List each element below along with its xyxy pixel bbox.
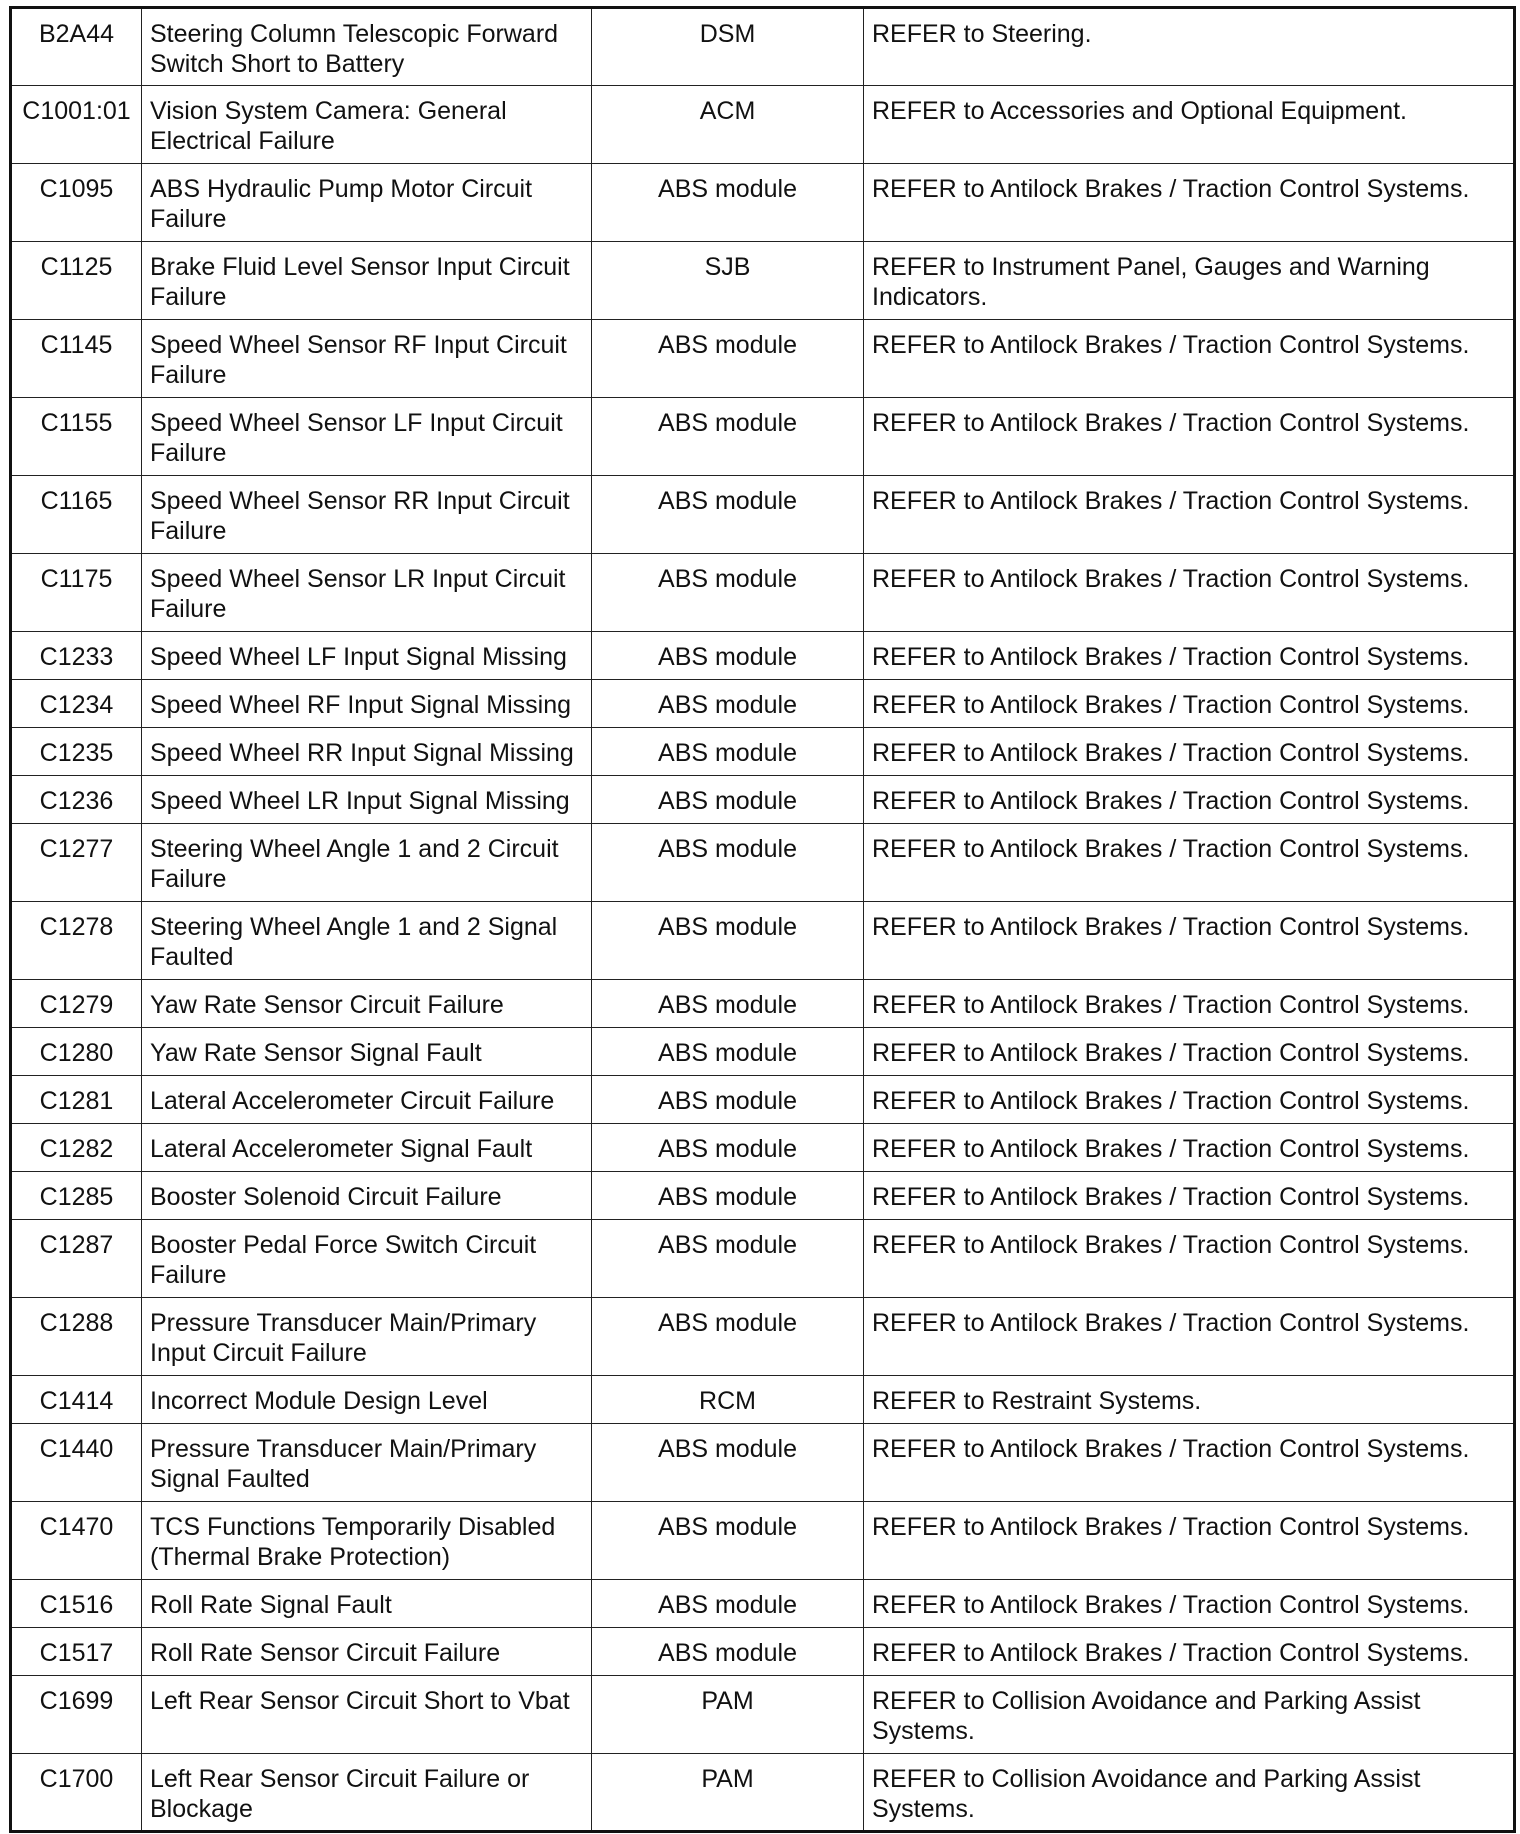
dtc-module-cell: DSM — [592, 8, 864, 86]
dtc-action-cell: REFER to Antilock Brakes / Traction Control Systems. — [864, 1580, 1515, 1628]
dtc-module-cell: ABS module — [592, 680, 864, 728]
dtc-description-cell: Booster Solenoid Circuit Failure — [142, 1172, 592, 1220]
dtc-code-cell: C1281 — [11, 1076, 142, 1124]
dtc-action-cell: REFER to Antilock Brakes / Traction Control Systems. — [864, 1502, 1515, 1580]
dtc-description-cell: Left Rear Sensor Circuit Short to Vbat — [142, 1676, 592, 1754]
dtc-description-cell: Booster Pedal Force Switch Circuit Failure — [142, 1220, 592, 1298]
table-row — [11, 1676, 1515, 1754]
dtc-description-cell: Left Rear Sensor Circuit Failure or Blockage — [142, 1754, 592, 1832]
dtc-module-cell: ABS module — [592, 1172, 864, 1220]
table-row — [11, 86, 1515, 164]
table-row — [11, 1298, 1515, 1376]
dtc-code-cell: C1278 — [11, 902, 142, 980]
dtc-code-cell: C1470 — [11, 1502, 142, 1580]
dtc-code-cell: C1155 — [11, 398, 142, 476]
table-row — [11, 1220, 1515, 1298]
dtc-description-cell: Incorrect Module Design Level — [142, 1376, 592, 1424]
dtc-action-cell: REFER to Antilock Brakes / Traction Control Systems. — [864, 776, 1515, 824]
dtc-action-cell: REFER to Antilock Brakes / Traction Control Systems. — [864, 902, 1515, 980]
dtc-action-cell: REFER to Antilock Brakes / Traction Control Systems. — [864, 824, 1515, 902]
dtc-module-cell: ABS module — [592, 902, 864, 980]
dtc-action-cell: REFER to Antilock Brakes / Traction Control Systems. — [864, 680, 1515, 728]
table-row — [11, 776, 1515, 824]
dtc-code-cell: B2A44 — [11, 8, 142, 86]
dtc-code-cell: C1145 — [11, 320, 142, 398]
dtc-description-cell: Brake Fluid Level Sensor Input Circuit Failure — [142, 242, 592, 320]
dtc-action-cell: REFER to Antilock Brakes / Traction Control Systems. — [864, 320, 1515, 398]
dtc-action-cell: REFER to Collision Avoidance and Parking Assist Systems. — [864, 1754, 1515, 1832]
dtc-description-cell: Pressure Transducer Main/Primary Input Circuit Failure — [142, 1298, 592, 1376]
dtc-action-cell: REFER to Antilock Brakes / Traction Control Systems. — [864, 1172, 1515, 1220]
dtc-description-cell: Speed Wheel Sensor LF Input Circuit Failure — [142, 398, 592, 476]
table-row — [11, 1076, 1515, 1124]
dtc-code-cell: C1125 — [11, 242, 142, 320]
table-row — [11, 242, 1515, 320]
dtc-module-cell: ABS module — [592, 1124, 864, 1172]
dtc-description-cell: Speed Wheel LF Input Signal Missing — [142, 632, 592, 680]
dtc-code-cell: C1280 — [11, 1028, 142, 1076]
dtc-code-cell: C1279 — [11, 980, 142, 1028]
dtc-action-cell: REFER to Antilock Brakes / Traction Control Systems. — [864, 632, 1515, 680]
table-row — [11, 1628, 1515, 1676]
dtc-action-cell: REFER to Instrument Panel, Gauges and Warning Indicators. — [864, 242, 1515, 320]
dtc-table-body — [11, 8, 1515, 1832]
table-row — [11, 680, 1515, 728]
table-row — [11, 1502, 1515, 1580]
dtc-code-cell: C1700 — [11, 1754, 142, 1832]
table-row — [11, 320, 1515, 398]
dtc-module-cell: ABS module — [592, 1580, 864, 1628]
dtc-module-cell: PAM — [592, 1676, 864, 1754]
dtc-code-cell: C1516 — [11, 1580, 142, 1628]
dtc-description-cell: Steering Wheel Angle 1 and 2 Circuit Failure — [142, 824, 592, 902]
dtc-action-cell: REFER to Restraint Systems. — [864, 1376, 1515, 1424]
dtc-description-cell: TCS Functions Temporarily Disabled (Thermal Brake Protection) — [142, 1502, 592, 1580]
dtc-description-cell: Speed Wheel Sensor LR Input Circuit Failure — [142, 554, 592, 632]
dtc-code-cell: C1001:01 — [11, 86, 142, 164]
dtc-module-cell: ABS module — [592, 164, 864, 242]
dtc-module-cell: ABS module — [592, 824, 864, 902]
dtc-module-cell: ABS module — [592, 776, 864, 824]
table-row — [11, 8, 1515, 86]
dtc-action-cell: REFER to Antilock Brakes / Traction Control Systems. — [864, 1220, 1515, 1298]
dtc-description-cell: Speed Wheel RF Input Signal Missing — [142, 680, 592, 728]
dtc-module-cell: ABS module — [592, 980, 864, 1028]
dtc-description-cell: Speed Wheel Sensor RF Input Circuit Failure — [142, 320, 592, 398]
dtc-description-cell: Steering Column Telescopic Forward Switch Short to Battery — [142, 8, 592, 86]
dtc-module-cell: ABS module — [592, 1628, 864, 1676]
dtc-action-cell: REFER to Antilock Brakes / Traction Control Systems. — [864, 554, 1515, 632]
dtc-module-cell: ABS module — [592, 1076, 864, 1124]
table-row — [11, 1754, 1515, 1832]
dtc-action-cell: REFER to Antilock Brakes / Traction Control Systems. — [864, 1028, 1515, 1076]
dtc-action-cell: REFER to Antilock Brakes / Traction Control Systems. — [864, 398, 1515, 476]
dtc-description-cell: Vision System Camera: General Electrical Failure — [142, 86, 592, 164]
dtc-module-cell: ABS module — [592, 1502, 864, 1580]
dtc-module-cell: ABS module — [592, 632, 864, 680]
dtc-action-cell: REFER to Antilock Brakes / Traction Control Systems. — [864, 476, 1515, 554]
dtc-action-cell: REFER to Accessories and Optional Equipment. — [864, 86, 1515, 164]
dtc-action-cell: REFER to Steering. — [864, 8, 1515, 86]
dtc-action-cell: REFER to Antilock Brakes / Traction Control Systems. — [864, 164, 1515, 242]
dtc-description-cell: Speed Wheel Sensor RR Input Circuit Failure — [142, 476, 592, 554]
dtc-action-cell: REFER to Antilock Brakes / Traction Control Systems. — [864, 1424, 1515, 1502]
dtc-code-cell: C1277 — [11, 824, 142, 902]
dtc-code-cell: C1235 — [11, 728, 142, 776]
dtc-description-cell: ABS Hydraulic Pump Motor Circuit Failure — [142, 164, 592, 242]
dtc-code-cell: C1234 — [11, 680, 142, 728]
dtc-module-cell: ABS module — [592, 1298, 864, 1376]
dtc-code-cell: C1165 — [11, 476, 142, 554]
dtc-description-cell: Roll Rate Sensor Circuit Failure — [142, 1628, 592, 1676]
table-row — [11, 728, 1515, 776]
table-row — [11, 902, 1515, 980]
dtc-module-cell: ACM — [592, 86, 864, 164]
table-row — [11, 164, 1515, 242]
dtc-action-cell: REFER to Antilock Brakes / Traction Control Systems. — [864, 1628, 1515, 1676]
dtc-code-cell: C1175 — [11, 554, 142, 632]
dtc-code-cell: C1414 — [11, 1376, 142, 1424]
dtc-action-cell: REFER to Antilock Brakes / Traction Control Systems. — [864, 1124, 1515, 1172]
dtc-action-cell: REFER to Antilock Brakes / Traction Control Systems. — [864, 1076, 1515, 1124]
dtc-description-cell: Lateral Accelerometer Circuit Failure — [142, 1076, 592, 1124]
dtc-description-cell: Speed Wheel RR Input Signal Missing — [142, 728, 592, 776]
table-row — [11, 476, 1515, 554]
dtc-action-cell: REFER to Collision Avoidance and Parking Assist Systems. — [864, 1676, 1515, 1754]
dtc-module-cell: SJB — [592, 242, 864, 320]
dtc-action-cell: REFER to Antilock Brakes / Traction Control Systems. — [864, 728, 1515, 776]
dtc-code-cell: C1285 — [11, 1172, 142, 1220]
table-row — [11, 1124, 1515, 1172]
dtc-module-cell: PAM — [592, 1754, 864, 1832]
dtc-module-cell: ABS module — [592, 728, 864, 776]
dtc-code-cell: C1287 — [11, 1220, 142, 1298]
dtc-module-cell: ABS module — [592, 1220, 864, 1298]
dtc-description-cell: Roll Rate Signal Fault — [142, 1580, 592, 1628]
dtc-module-cell: ABS module — [592, 554, 864, 632]
dtc-module-cell: ABS module — [592, 398, 864, 476]
dtc-module-cell: ABS module — [592, 320, 864, 398]
dtc-code-cell: C1699 — [11, 1676, 142, 1754]
table-row — [11, 1424, 1515, 1502]
table-row — [11, 1028, 1515, 1076]
dtc-code-cell: C1236 — [11, 776, 142, 824]
table-row — [11, 1376, 1515, 1424]
dtc-action-cell: REFER to Antilock Brakes / Traction Control Systems. — [864, 980, 1515, 1028]
dtc-module-cell: ABS module — [592, 1424, 864, 1502]
dtc-code-cell: C1095 — [11, 164, 142, 242]
dtc-code-cell: C1517 — [11, 1628, 142, 1676]
dtc-code-cell: C1233 — [11, 632, 142, 680]
table-row — [11, 632, 1515, 680]
dtc-module-cell: ABS module — [592, 476, 864, 554]
dtc-action-cell: REFER to Antilock Brakes / Traction Control Systems. — [864, 1298, 1515, 1376]
dtc-code-cell: C1282 — [11, 1124, 142, 1172]
table-row — [11, 398, 1515, 476]
dtc-module-cell: RCM — [592, 1376, 864, 1424]
dtc-description-cell: Lateral Accelerometer Signal Fault — [142, 1124, 592, 1172]
dtc-module-cell: ABS module — [592, 1028, 864, 1076]
dtc-description-cell: Pressure Transducer Main/Primary Signal Faulted — [142, 1424, 592, 1502]
table-row — [11, 824, 1515, 902]
dtc-code-cell: C1440 — [11, 1424, 142, 1502]
dtc-code-cell: C1288 — [11, 1298, 142, 1376]
table-row — [11, 554, 1515, 632]
table-row — [11, 1580, 1515, 1628]
dtc-description-cell: Steering Wheel Angle 1 and 2 Signal Faulted — [142, 902, 592, 980]
dtc-description-cell: Speed Wheel LR Input Signal Missing — [142, 776, 592, 824]
dtc-description-cell: Yaw Rate Sensor Circuit Failure — [142, 980, 592, 1028]
table-row — [11, 1172, 1515, 1220]
dtc-description-cell: Yaw Rate Sensor Signal Fault — [142, 1028, 592, 1076]
table-row — [11, 980, 1515, 1028]
dtc-table — [9, 6, 1516, 1833]
